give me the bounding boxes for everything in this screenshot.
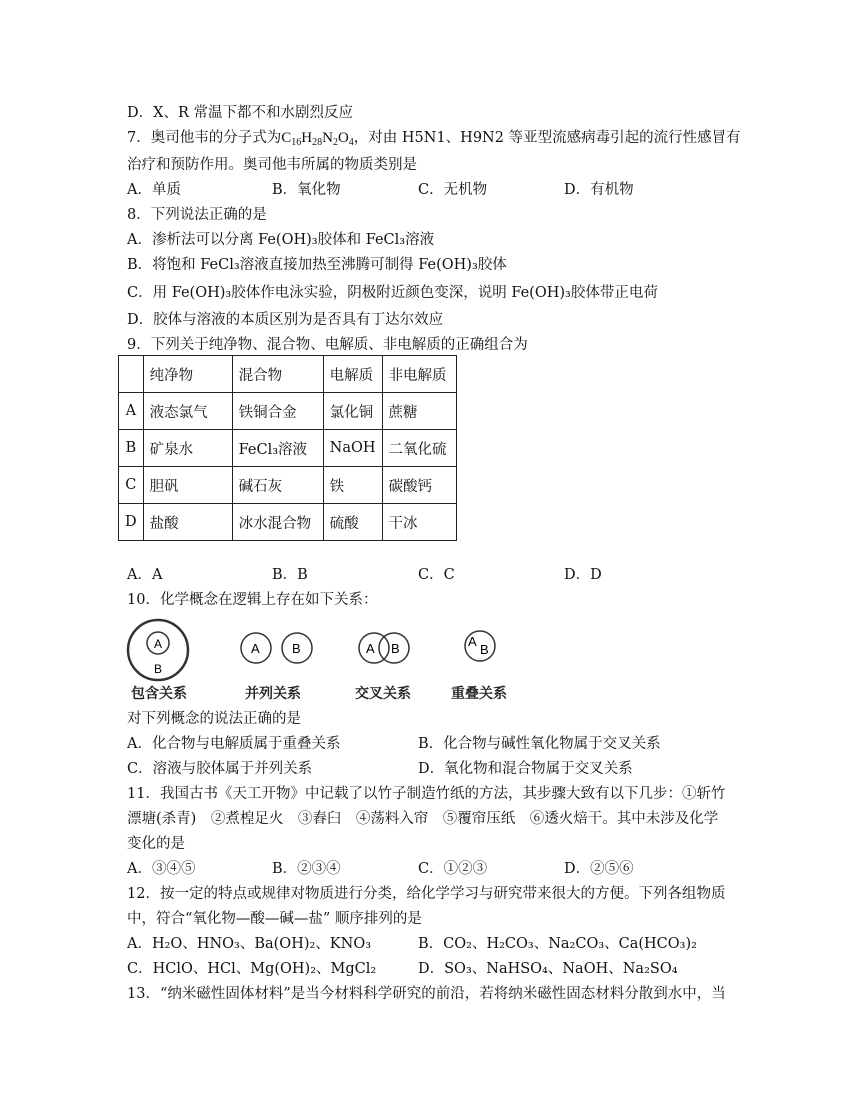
table-cell: 盐酸 bbox=[143, 504, 232, 541]
circle-label-b: B bbox=[292, 641, 301, 656]
q11-option-a: A．③④⑤ bbox=[127, 861, 196, 877]
q12-option-c: C．HClO、HCl、Mg(OH)₂、MgCl₂ bbox=[127, 961, 377, 977]
table-cell: 铁 bbox=[323, 467, 382, 504]
table-cell: D bbox=[119, 504, 144, 541]
table-cell: FeCl₃溶液 bbox=[232, 430, 323, 467]
q7-stem-line1 bbox=[127, 128, 741, 148]
table-cell bbox=[119, 356, 144, 393]
q10-stem: 10．化学概念在逻辑上存在如下关系： bbox=[127, 592, 378, 608]
circle-label-a: A bbox=[366, 641, 375, 656]
q7-option-a: A．单质 bbox=[127, 182, 181, 198]
table-cell: B bbox=[119, 430, 144, 467]
q9-table bbox=[118, 355, 457, 541]
q12-option-a: A．H₂O、HNO₃、Ba(OH)₂、KNO₃ bbox=[127, 936, 372, 952]
q9-option-c: C．C bbox=[418, 567, 455, 583]
q10-option-a: A．化合物与电解质属于重叠关系 bbox=[127, 736, 341, 752]
circle-label-a: A bbox=[251, 641, 260, 656]
q12-stem-line1: 12．按一定的特点或规律对物质进行分类，给化学学习与研究带来很大的方便。下列各组物质 bbox=[127, 886, 726, 902]
circle-label-a: A bbox=[468, 634, 477, 649]
q7-option-d: D．有机物 bbox=[564, 182, 634, 198]
table-cell: NaOH bbox=[323, 430, 382, 467]
q8-option-c: C．用 Fe(OH)₃胶体作电泳实验，阴极附近颜色变深，说明 Fe(OH)₃胶体带正电荷 bbox=[127, 285, 658, 301]
q9-stem: 9．下列关于纯净物、混合物、电解质、非电解质的正确组合为 bbox=[127, 337, 528, 353]
table-cell: C bbox=[119, 467, 144, 504]
q12-stem-line2: 中，符合“氧化物—酸—碱—盐” 顺序排列的是 bbox=[127, 911, 422, 927]
table-cell: 氯化铜 bbox=[323, 393, 382, 430]
table-cell: 碱石灰 bbox=[232, 467, 323, 504]
table-header-cell: 纯净物 bbox=[143, 356, 232, 393]
q13-stem: 13．“纳米磁性固体材料”是当今材料科学研究的前沿，若将纳米磁性固态材料分散到水中，当 bbox=[127, 986, 726, 1002]
q11-stem-line3: 变化的是 bbox=[127, 836, 185, 852]
q6-option-d: D．X、R 常温下都不和水剧烈反应 bbox=[127, 105, 353, 121]
circle-label-b: B bbox=[391, 641, 400, 656]
table-cell: 碳酸钙 bbox=[382, 467, 456, 504]
q8-option-a: A．渗析法可以分离 Fe(OH)₃胶体和 FeCl₃溶液 bbox=[127, 232, 435, 248]
q7-option-c: C．无机物 bbox=[418, 182, 488, 198]
table-header-cell: 混合物 bbox=[232, 356, 323, 393]
circle-label-b: B bbox=[154, 662, 163, 676]
q7-stem-part-a: 7．奥司他韦的分子式为 bbox=[127, 130, 282, 146]
overlap-label: 重叠关系 bbox=[451, 686, 507, 702]
q11-option-b: B．②③④ bbox=[272, 861, 341, 877]
table-cell: 矿泉水 bbox=[143, 430, 232, 467]
table-row bbox=[119, 393, 457, 430]
intersection-label: 交叉关系 bbox=[355, 686, 411, 702]
q7-formula: $C_{16}H_{28}N_2O_4$ bbox=[281, 130, 354, 148]
table-cell: 胆矾 bbox=[143, 467, 232, 504]
q7-stem-line2: 治疗和预防作用。奥司他韦所属的物质类别是 bbox=[127, 157, 417, 173]
circle-label-a: A bbox=[154, 637, 163, 651]
q11-option-c: C．①②③ bbox=[418, 861, 488, 877]
q10-option-b: B．化合物与碱性氧化物属于交叉关系 bbox=[418, 736, 661, 752]
table-cell: 干冰 bbox=[382, 504, 456, 541]
inclusion-label: 包含关系 bbox=[131, 686, 187, 702]
table-row bbox=[119, 430, 457, 467]
table-cell: 冰水混合物 bbox=[232, 504, 323, 541]
overlap-diagram bbox=[458, 618, 508, 682]
table-cell: 硫酸 bbox=[323, 504, 382, 541]
q8-stem: 8．下列说法正确的是 bbox=[127, 207, 267, 223]
table-cell: 蔗糖 bbox=[382, 393, 456, 430]
table-row bbox=[119, 467, 457, 504]
table-header-row bbox=[119, 356, 457, 393]
table-header-cell: 非电解质 bbox=[382, 356, 456, 393]
q11-stem-line1: 11．我国古书《天工开物》中记载了以竹子制造竹纸的方法，其步骤大致有以下几步：①斩竹 bbox=[127, 786, 726, 802]
q11-option-d: D．②⑤⑥ bbox=[564, 861, 634, 877]
table-header-cell: 电解质 bbox=[323, 356, 382, 393]
q9-option-a: A．A bbox=[127, 567, 163, 583]
parallel-diagram bbox=[236, 618, 318, 682]
q7-stem-part-b: ，对由 H5N1、H9N2 等亚型流感病毒引起的流行性感冒有 bbox=[353, 130, 741, 146]
table-cell: A bbox=[119, 393, 144, 430]
table-cell: 二氧化硫 bbox=[382, 430, 456, 467]
circle-label-b: B bbox=[480, 642, 489, 657]
table-cell: 液态氯气 bbox=[143, 393, 232, 430]
q10-option-d: D．氧化物和混合物属于交叉关系 bbox=[418, 761, 633, 777]
q12-option-b: B．CO₂、H₂CO₃、Na₂CO₃、Ca(HCO₃)₂ bbox=[418, 936, 697, 952]
intersection-diagram bbox=[354, 618, 418, 682]
table-row bbox=[119, 504, 457, 541]
q10-prompt: 对下列概念的说法正确的是 bbox=[127, 711, 301, 727]
q8-option-b: B．将饱和 FeCl₃溶液直接加热至沸腾可制得 Fe(OH)₃胶体 bbox=[127, 257, 507, 273]
inclusion-diagram bbox=[126, 618, 192, 682]
q7-option-b: B．氧化物 bbox=[272, 182, 341, 198]
q10-option-c: C．溶液与胶体属于并列关系 bbox=[127, 761, 313, 777]
parallel-label: 并列关系 bbox=[245, 686, 301, 702]
q11-stem-line2: 漂塘(杀青) ②煮楻足火 ③舂臼 ④荡料入帘 ⑤覆帘压纸 ⑥透火焙干。其中未涉及化学 bbox=[127, 811, 719, 827]
q12-option-d: D．SO₃、NaHSO₄、NaOH、Na₂SO₄ bbox=[418, 961, 678, 977]
q9-option-d: D．D bbox=[564, 567, 602, 583]
q8-option-d: D．胶体与溶液的本质区别为是否具有丁达尔效应 bbox=[127, 312, 444, 328]
q9-option-b: B．B bbox=[272, 567, 308, 583]
table-cell: 铁铜合金 bbox=[232, 393, 323, 430]
